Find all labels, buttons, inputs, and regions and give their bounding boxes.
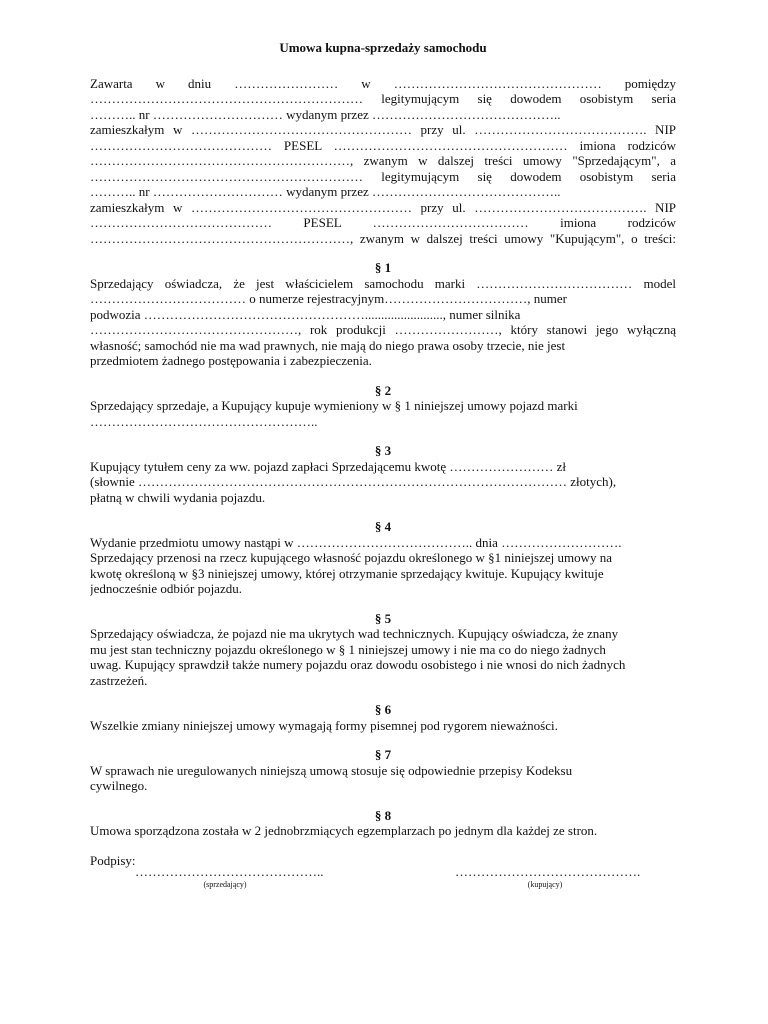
document-title: Umowa kupna-sprzedaży samochodu [279, 40, 487, 55]
intro-line: ……………………………………………………… legitymującym się dowodem osobistym seria [90, 91, 676, 106]
section-5 [90, 611, 676, 689]
section-8 [90, 808, 676, 839]
contract-intro [90, 76, 676, 247]
intro-line: Zawarta w dniu …………………… w ………………………………………… pomiędzy [90, 75, 676, 91]
section-7 [90, 747, 676, 794]
section-3 [90, 443, 676, 505]
section-heading: § 2 [374, 382, 392, 398]
intro-line: zamieszkałym w …………………………………………… przy ul. …………………………………. NIP [90, 199, 676, 215]
section-line: …………………………………………….. [90, 413, 318, 429]
intro-line: ……….. nr ………………………… wydanym przez …………………………………….. [90, 106, 561, 122]
section-line: zastrzeżeń. [90, 672, 148, 688]
section-line: uwag. Kupujący sprawdził także numery pojazdu oraz dowodu osobistego i nie wnosi do nich żadnych [90, 657, 626, 672]
signatures-label: Podpisy: [90, 852, 136, 868]
section-line: Sprzedający oświadcza, że pojazd nie ma ukrytych wad technicznych. Kupujący oświadcza, że znany [90, 626, 619, 641]
section-1 [90, 260, 676, 369]
section-heading: § 8 [374, 807, 392, 823]
signature-area [90, 864, 676, 904]
section-line: kwotę określoną w §3 niniejszej umowy, której otrzymanie sprzedający kwituje. Kupujący kwituje [90, 565, 604, 581]
intro-line: ……………………………………………………, zwanym w dalszej treści umowy "Sprzedającym", a [90, 153, 676, 168]
intro-line: ……………………………………………………… legitymującym się dowodem osobistym seria [90, 168, 676, 184]
section-4 [90, 519, 676, 597]
section-line: Kupujący tytułem ceny za ww. pojazd zapłaci Sprzedającemu kwotę …………………… zł [90, 458, 567, 474]
section-line: Sprzedający oświadcza, że jest właścicielem samochodu marki ……………………………… model [90, 275, 676, 291]
section-line: Umowa sporządzona została w 2 jednobrzmiących egzemplarzach po jednym dla każdej ze stron. [90, 823, 598, 838]
section-heading: § 1 [374, 260, 392, 275]
section-line: podwozia ……………………………………………........................, numer silnika [90, 306, 521, 322]
buyer-signature-line: ……………………………………. [455, 864, 641, 879]
section-2 [90, 383, 676, 430]
intro-line: ……………………………………………………, zwanym w dalszej treści umowy "Kupującym", o treści: [90, 230, 676, 246]
section-heading: § 3 [374, 443, 392, 458]
section-heading: § 6 [374, 702, 392, 717]
section-heading: § 5 [374, 610, 392, 626]
section-line: przedmiotem żadnego postępowania i zabezpieczenia. [90, 353, 372, 368]
seller-signature [135, 864, 324, 890]
section-line: Sprzedający sprzedaje, a Kupujący kupuje wymieniony w § 1 niniejszej umowy pojazd marki [90, 398, 578, 413]
section-line: Sprzedający przenosi na rzecz kupującego własność pojazdu określonego w §1 niniejszej umowy na [90, 550, 612, 565]
intro-line: …………………………………… PESEL ……………………………… imiona rodziców [90, 215, 676, 230]
document-page [90, 40, 676, 868]
intro-line: …………………………………… PESEL ……………………………………………… imiona rodziców [90, 137, 676, 153]
section-line: Wszelkie zmiany niniejszej umowy wymagają formy pisemnej pod rygorem nieważności. [90, 717, 558, 733]
section-line: cywilnego. [90, 778, 148, 793]
section-line: W sprawach nie uregulowanych niniejszą umową stosuje się odpowiednie przepisy Kodeksu [90, 762, 573, 778]
section-line: ……………………………… o numerze rejestracyjnym……………………………, numer [90, 291, 567, 306]
section-line: płatną w chwili wydania pojazdu. [90, 489, 266, 505]
buyer-signature-role: (kupujący) [527, 880, 563, 889]
section-line: …………………………………………, rok produkcji ……………………, który stanowi jego wyłączną [90, 322, 676, 337]
intro-line: ……….. nr ………………………… wydanym przez …………………………………….. [90, 184, 561, 199]
section-heading: § 7 [374, 747, 392, 762]
section-line: Wydanie przedmiotu umowy nastąpi w ………………………………….. dnia ………………………. [90, 534, 622, 550]
seller-signature-line: …………………………………….. [135, 864, 324, 879]
section-line: (słownie ……………………………………………………………………………………… złotych), [90, 474, 617, 489]
section-6 [90, 702, 676, 733]
section-line: mu jest stan techniczny pojazdu określonego w § 1 niniejszej umowy i nie ma co do niego żadnych [90, 641, 606, 657]
seller-signature-role: (sprzedający) [203, 880, 247, 889]
section-line: własność; samochód nie ma wad prawnych, nie mają do niego prawa osoby trzecie, nie jest [90, 337, 566, 353]
section-line: jednocześnie odbiór pojazdu. [90, 581, 242, 596]
intro-line: zamieszkałym w …………………………………………… przy ul. …………………………………. NIP [90, 122, 676, 137]
buyer-signature [455, 864, 641, 890]
section-heading: § 4 [374, 519, 392, 534]
